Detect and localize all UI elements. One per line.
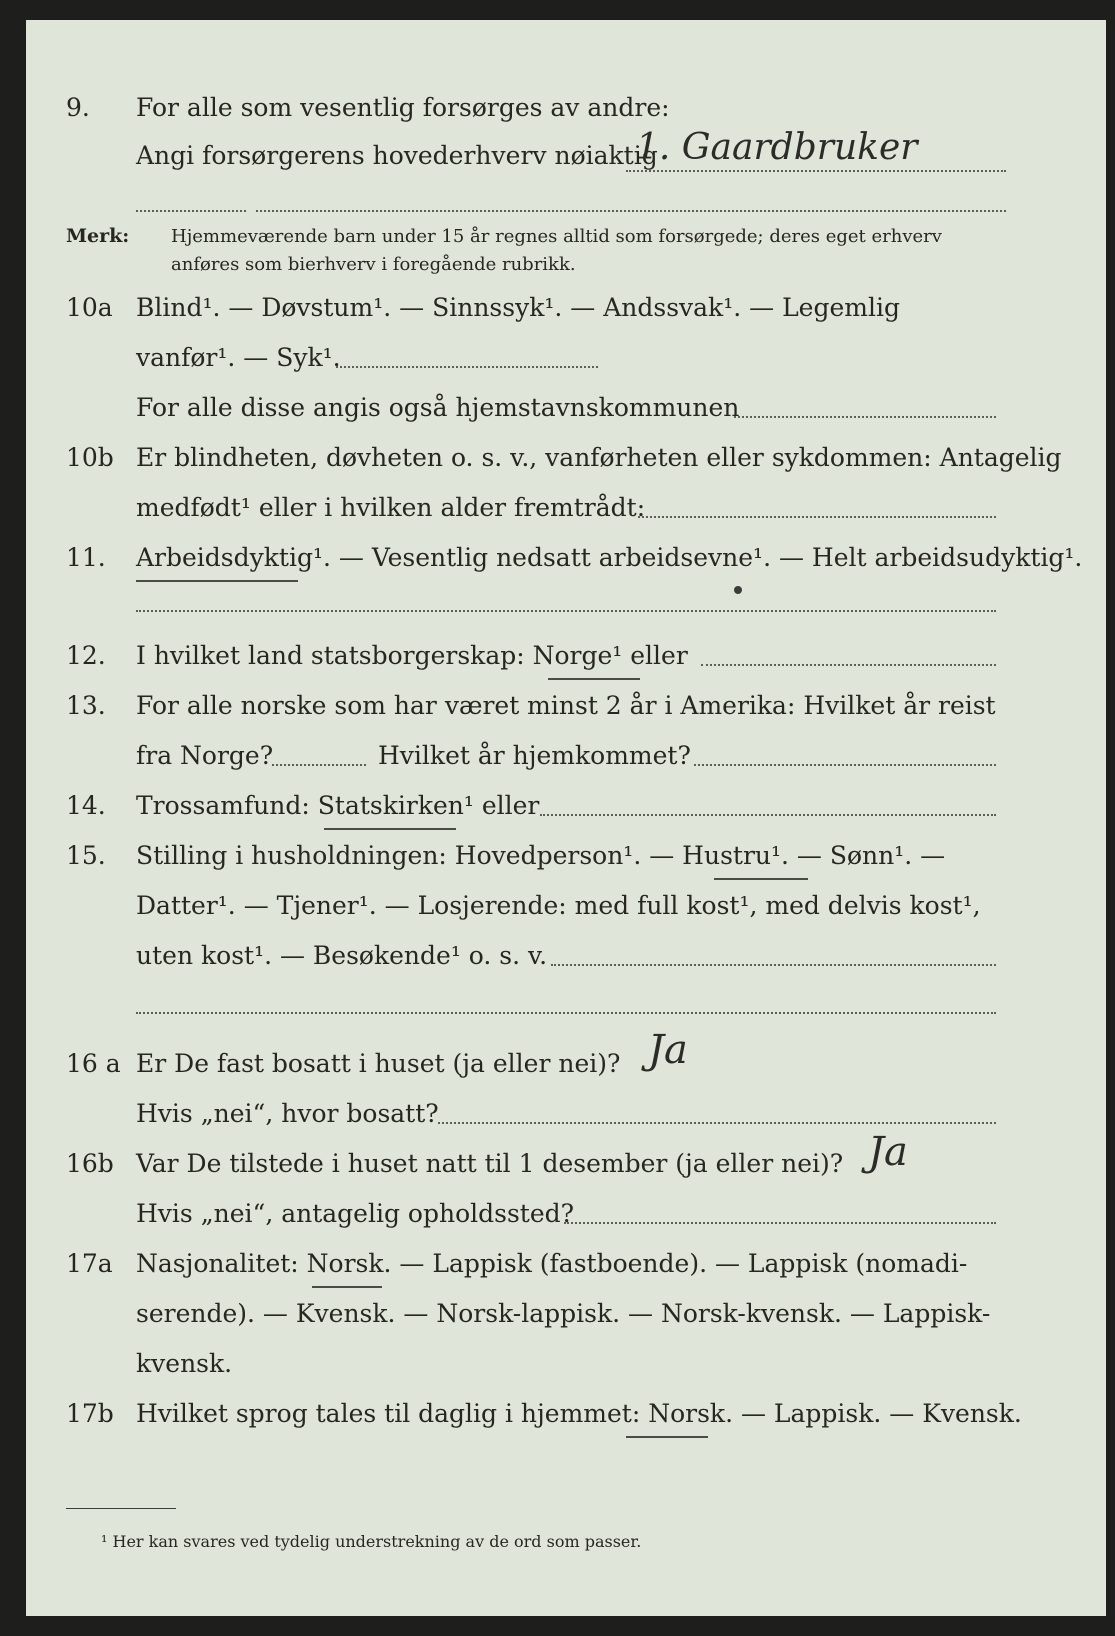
q10b-row-2 [26,488,1106,528]
q14-answer-line[interactable] [540,814,996,816]
q10a-row-3 [26,388,1106,428]
q10a-number: 10a [66,293,113,322]
q11-row-1 [26,538,1106,578]
q13-row-1 [26,686,1106,726]
q16b-text-1: Var De tilstede i huset natt til 1 desember (ja eller nei)? [136,1149,844,1178]
q12-selected-underline [548,678,640,680]
q16a-handwritten-answer: Ja [648,1027,688,1073]
q16a-number: 16 a [66,1049,121,1078]
merk-label: Merk: [66,225,130,247]
q10b-row-1 [26,438,1106,478]
q10a-kommune-line[interactable] [734,416,996,418]
q17b-selected-underline [626,1436,708,1438]
q11-selected-underline [136,580,298,582]
q13-number: 13. [66,691,106,720]
merk-text-1: Hjemmeværende barn under 15 år regnes alltid som forsørgede; deres eget erhverv [171,226,942,247]
q16b-text-2: Hvis „nei“, antagelig opholdssted? [136,1199,575,1228]
q16b-number: 16b [66,1149,114,1178]
q17a-text-1: Nasjonalitet: Norsk. — Lappisk (fastboende). — Lappisk (nomadi- [136,1249,968,1278]
q16a-bosatt-line[interactable] [438,1122,996,1124]
q16a-row-1 [26,1044,1106,1084]
q10b-answer-line[interactable] [638,516,996,518]
q17b-number: 17b [66,1399,114,1428]
q12-answer-line[interactable] [701,664,996,666]
q15-row-1 [26,836,1106,876]
q12-number: 12. [66,641,106,670]
q10a-text-2: vanfør¹. — Syk¹. [136,343,341,372]
footnote-rule [66,1508,176,1509]
q15-extra-line[interactable] [136,1012,996,1014]
q13-text-2b: Hvilket år hjemkommet? [378,741,691,770]
q16b-handwritten-answer: Ja [868,1129,908,1175]
q9-text-1: For alle som vesentlig forsørges av andre: [136,93,670,122]
q10b-text-1: Er blindheten, døvheten o. s. v., vanførheten eller sykdommen: Antagelig [136,443,1062,472]
q13-text-2a: fra Norge? [136,741,274,770]
q12-text-1: I hvilket land statsborgerskap: Norge¹ eller [136,641,688,670]
q15-row-3 [26,936,1106,976]
q10a-syk-line[interactable] [336,366,598,368]
census-form-page [26,20,1106,1616]
q10b-text-2: medfødt¹ eller i hvilken alder fremtrådt: [136,493,646,522]
q11-ink-dot [734,586,742,594]
q10b-number: 10b [66,443,114,472]
q14-row-1 [26,786,1106,826]
q10a-text-3: For alle disse angis også hjemstavnskommunen [136,393,740,422]
q12-row-1 [26,636,1106,676]
q16a-text-2: Hvis „nei“, hvor bosatt? [136,1099,439,1128]
q10a-row-2 [26,338,1106,378]
q15-text-2: Datter¹. — Tjener¹. — Losjerende: med full kost¹, med delvis kost¹, [136,891,981,920]
q9-extra-line-right [256,210,1006,212]
q9-answer-line[interactable] [626,170,1006,172]
merk-text-2: anføres som bierhverv i foregående rubrikk. [171,254,576,275]
q14-selected-underline [324,828,456,830]
q11-extra-line[interactable] [136,610,996,612]
q14-number: 14. [66,791,106,820]
footnote-text: ¹ Her kan svares ved tydelig understrekning av de ord som passer. [101,1532,642,1551]
q15-number: 15. [66,841,106,870]
q13-row-2 [26,736,1106,776]
q15-row-2 [26,886,1106,926]
q17a-row-2 [26,1294,1106,1334]
q9-row-1 [26,88,1106,128]
q17b-row-1 [26,1394,1106,1434]
q14-text-1: Trossamfund: Statskirken¹ eller [136,791,540,820]
q15-text-3: uten kost¹. — Besøkende¹ o. s. v. [136,941,548,970]
q11-text-1: Arbeidsdyktig¹. — Vesentlig nedsatt arbeidsevne¹. — Helt arbeidsudyktig¹. [136,543,1083,572]
q13-reist-line[interactable] [272,764,366,766]
q17a-number: 17a [66,1249,113,1278]
q15-selected-underline [714,878,808,880]
q9-text-2: Angi forsørgerens hovederhverv nøiaktig [136,141,658,170]
q10a-text-1: Blind¹. — Døvstum¹. — Sinnssyk¹. — Andssvak¹. — Legemlig [136,293,900,322]
q16a-row-2 [26,1094,1106,1134]
q9-handwritten-answer: 1. Gaardbruker [636,127,918,168]
q17a-text-2: serende). — Kvensk. — Norsk-lappisk. — Norsk-kvensk. — Lappisk- [136,1299,991,1328]
q15-answer-line[interactable] [551,964,996,966]
q11-number: 11. [66,543,106,572]
q13-text-1: For alle norske som har været minst 2 år i Amerika: Hvilket år reist [136,691,996,720]
q17a-row-1 [26,1244,1106,1284]
q9-extra-line-left [136,210,246,212]
q15-text-1: Stilling i husholdningen: Hovedperson¹. — Hustru¹. — Sønn¹. — [136,841,946,870]
q17a-text-3: kvensk. [136,1349,233,1378]
q16b-row-1 [26,1144,1106,1184]
q13-hjemkommet-line[interactable] [694,764,996,766]
q17a-row-3 [26,1344,1106,1384]
q10a-row-1 [26,288,1106,328]
q17b-text-1: Hvilket sprog tales til daglig i hjemmet: Norsk. — Lappisk. — Kvensk. [136,1399,1022,1428]
q16b-row-2 [26,1194,1106,1234]
q16b-opholdssted-line[interactable] [564,1222,996,1224]
q9-number: 9. [66,93,90,122]
q17a-selected-underline [312,1286,382,1288]
q16a-text-1: Er De fast bosatt i huset (ja eller nei)? [136,1049,621,1078]
